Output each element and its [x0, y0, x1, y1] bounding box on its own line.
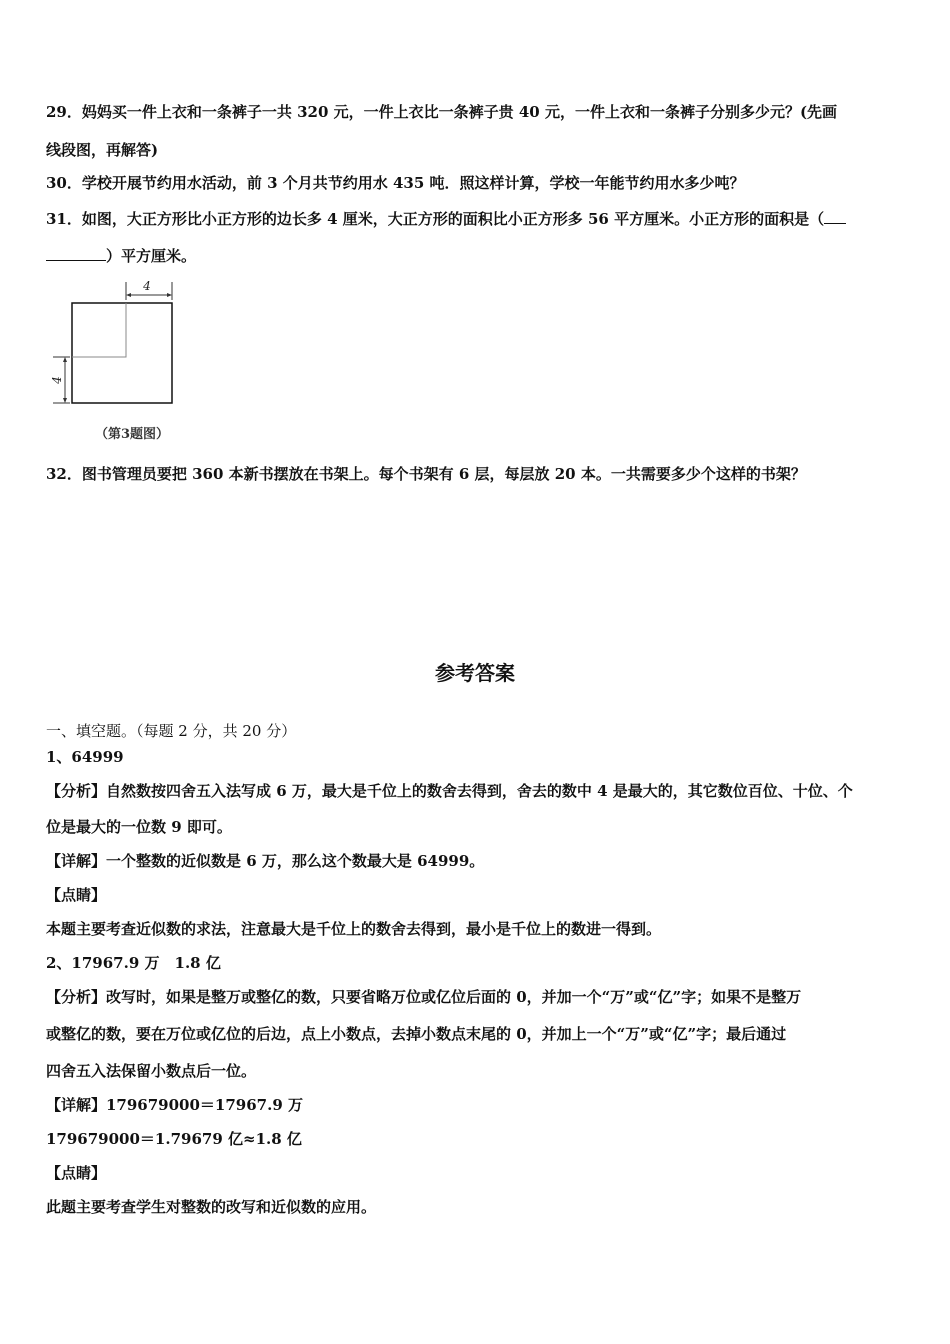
answer-2-detail-line2: 179679000＝1.79679 亿≈1.8 亿: [46, 1130, 302, 1148]
squares-figure: [46, 276, 186, 446]
answer-2-analysis-line2: 或整亿的数，要在万位或亿位的后边，点上小数点，去掉小数点末尾的 0，并加上一个“万”或“亿”字；最后通过: [46, 1025, 787, 1043]
small-square: [72, 303, 126, 357]
answer-1-analysis-line1: 【分析】自然数按四舍五入法写成 6 万，最大是千位上的数舍去得到，舍去的数中 4 是最大的，其它数位百位、十位、个: [46, 782, 853, 800]
question-31-unit: ）平方厘米。: [106, 247, 197, 265]
question-31-text: 31．如图，大正方形比小正方形的边长多 4 厘米，大正方形的面积比小正方形多 56 平方厘米。小正方形的面积是（: [46, 210, 825, 228]
question-30: 30．学校开展节约用水活动，前 3 个月共节约用水 435 吨．照这样计算，学校一年能节约用水多少吨？: [46, 174, 745, 192]
large-square: [72, 303, 172, 403]
answer-blank-part1: [824, 208, 846, 224]
section-heading: 一、填空题。（每题 2 分，共 20 分）: [46, 722, 297, 740]
answer-2: 2、17967.9 万 1.8 亿: [46, 954, 221, 972]
arrow-down: [63, 398, 67, 403]
question-31-line1: [46, 208, 906, 229]
answer-1-analysis-line2: 位是最大的一位数 9 即可。: [46, 818, 232, 836]
answers-title: 参考答案: [435, 661, 515, 685]
answer-blank-part2: [46, 245, 106, 261]
figure-caption: （第3题图）: [95, 427, 170, 442]
left-length-label: 4: [50, 376, 64, 384]
answer-2-detail-line1: 【详解】179679000＝17967.9 万: [46, 1096, 304, 1114]
arrow-left: [126, 293, 131, 297]
answer-2-note-heading: 【点睛】: [46, 1164, 107, 1182]
question-32: 32．图书管理员要把 360 本新书摆放在书架上。每个书架有 6 层，每层放 20 本。一共需要多少个这样的书架？: [46, 465, 806, 483]
answer-1-note-heading: 【点睛】: [46, 886, 107, 904]
answer-1: 1、64999: [46, 748, 124, 766]
top-length-label: 4: [143, 279, 151, 293]
answer-2-analysis-line3: 四舍五入法保留小数点后一位。: [46, 1062, 257, 1080]
answer-2-note: 此题主要考查学生对整数的改写和近似数的应用。: [46, 1198, 377, 1216]
question-31-line2: [46, 245, 906, 266]
answer-2-analysis-line1: 【分析】改写时，如果是整万或整亿的数，只要省略万位或亿位后面的 0，并加一个“万”或“亿”字；如果不是整万: [46, 988, 802, 1006]
arrow-up: [63, 357, 67, 362]
arrow-right: [167, 293, 172, 297]
answer-1-note: 本题主要考查近似数的求法，注意最大是千位上的数舍去得到，最小是千位上的数进一得到。: [46, 920, 662, 938]
question-29-line1: 29．妈妈买一件上衣和一条裤子一共 320 元，一件上衣比一条裤子贵 40 元，一件上衣和一条裤子分别多少元？(先画: [46, 103, 838, 121]
question-29-line2: 线段图，再解答): [46, 141, 159, 159]
answer-1-detail: 【详解】一个整数的近似数是 6 万，那么这个数最大是 64999。: [46, 852, 485, 870]
